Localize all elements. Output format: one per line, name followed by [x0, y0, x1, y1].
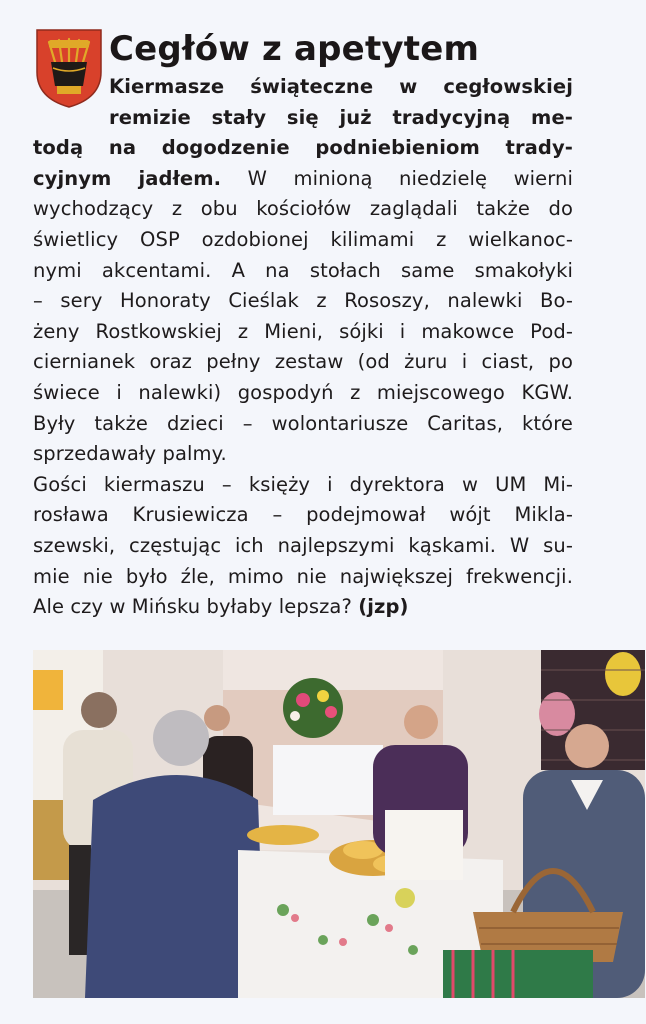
last-line	[33, 592, 573, 623]
market-scene-illustration	[33, 650, 645, 998]
body-line: wychodzący z obu kościołów zaglądali także do	[33, 197, 573, 221]
lead-line: Kiermasze świąteczne w cegłowskiej	[109, 75, 573, 98]
coat-of-arms-icon	[35, 28, 103, 108]
body-line: ciernianek oraz pełny zestaw (od żuru i ciast, po	[33, 350, 573, 374]
lead-line: todą na dogodzenie podniebieniom trady-	[33, 136, 573, 160]
article-title: Cegłów z apetytem	[109, 29, 480, 69]
body-end: Ale czy w Mińsku byłaby lepsza?	[33, 595, 359, 619]
lead-end: cyjnym jadłem.	[33, 166, 222, 190]
body-line: świetlicy OSP ozdobionej kilimami z wielkanoc-	[33, 227, 573, 251]
author-signature: (jzp)	[358, 595, 409, 619]
lead-line: remizie stały się już tradycyjną me-	[109, 105, 573, 129]
body-line: sprzedawały palmy.	[33, 442, 227, 466]
body-line: mie nie było źle, mimo nie największej frekwencji.	[33, 564, 573, 588]
body-line: nymi akcentami. A na stołach same smakołyki	[33, 258, 573, 282]
body-line: szewski, częstując ich najlepszymi kąskami. W su-	[33, 533, 573, 557]
article	[33, 26, 573, 623]
body-line: rosława Krusiewicza – podejmował wójt Mikla-	[33, 503, 573, 527]
body-line: świece i nalewki) gospodyń z miejscowego KGW.	[33, 380, 573, 404]
body-line: Gości kiermaszu – księży i dyrektora w UM Mi-	[33, 472, 573, 496]
article-photo	[33, 650, 645, 998]
body-line: Były także dzieci – wolontariusze Caritas, które	[33, 411, 573, 435]
body-line: żeny Rostkowskiej z Mieni, sójki i makowce Pod-	[33, 319, 573, 343]
body-line: – sery Honoraty Cieślak z Rososzy, nalewki Bo-	[33, 289, 573, 313]
mixed-line	[33, 164, 573, 195]
article-body	[33, 72, 573, 623]
body-start: W minioną niedzielę wierni	[221, 166, 574, 190]
